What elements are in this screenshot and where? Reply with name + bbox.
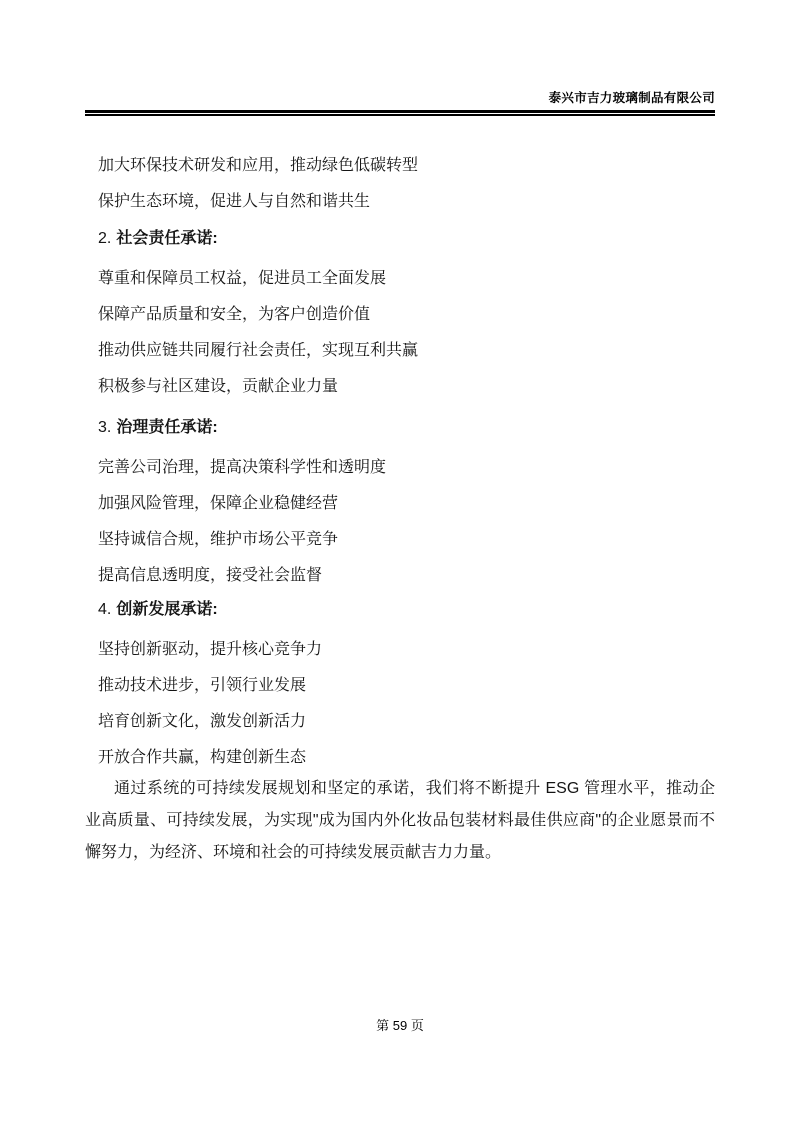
page-number: 第 59 页 xyxy=(376,1018,424,1033)
section-line: 积极参与社区建设，贡献企业力量 xyxy=(98,378,339,395)
section-line: 完善公司治理，提高决策科学性和透明度 xyxy=(98,459,387,476)
section-title: 社会责任承诺 xyxy=(116,230,213,247)
section-governance-responsibility xyxy=(98,410,800,594)
header-company-name: 泰兴市吉力玻璃制品有限公司 xyxy=(548,91,715,105)
intro-line: 保护生态环境，促进人与自然和谐共生 xyxy=(98,193,371,210)
section-line: 加强风险管理，保障企业稳健经营 xyxy=(98,495,339,512)
section-number: 4. xyxy=(98,601,112,618)
closing-paragraph: 通过系统的可持续发展规划和坚定的承诺，我们将不断提升 ESG 管理水平，推动企业高质量、可持续发展，为实现"成为国内外化妆品包装材料最佳供应商"的企业愿景而不懈努力，为经济、环境和社会的可持续发展贡献吉力力量。 xyxy=(85,780,715,861)
section-heading xyxy=(98,592,800,628)
section-line: 保障产品质量和安全，为客户创造价值 xyxy=(98,306,371,323)
page-footer xyxy=(0,1016,800,1036)
intro-line: 加大环保技术研发和应用，推动绿色低碳转型 xyxy=(98,157,419,174)
section-colon: : xyxy=(212,230,218,247)
section-line: 提高信息透明度，接受社会监督 xyxy=(98,567,323,584)
section-colon: : xyxy=(212,419,218,436)
section-line: 培育创新文化，激发创新活力 xyxy=(98,713,307,730)
section-heading xyxy=(98,221,800,257)
section-line: 坚持诚信合规，维护市场公平竞争 xyxy=(98,531,339,548)
section-colon: : xyxy=(212,601,218,618)
section-lines xyxy=(98,632,800,776)
intro-lines xyxy=(98,148,800,220)
section-line: 尊重和保障员工权益，促进员工全面发展 xyxy=(98,270,387,287)
header-rule-thin-line xyxy=(85,114,715,116)
section-social-responsibility xyxy=(98,221,800,405)
section-number: 2. xyxy=(98,230,112,247)
section-line: 开放合作共赢，构建创新生态 xyxy=(98,749,307,766)
section-title: 创新发展承诺 xyxy=(116,601,213,618)
header-rule xyxy=(85,110,715,116)
section-title: 治理责任承诺 xyxy=(116,419,213,436)
section-lines xyxy=(98,450,800,594)
section-innovation-development xyxy=(98,592,800,776)
section-line: 推动供应链共同履行社会责任，实现互利共赢 xyxy=(98,342,419,359)
header-rule-thick-line xyxy=(85,110,715,113)
section-line: 推动技术进步，引领行业发展 xyxy=(98,677,307,694)
section-number: 3. xyxy=(98,419,112,436)
section-lines xyxy=(98,261,800,405)
page-header xyxy=(85,90,715,116)
section-line: 坚持创新驱动，提升核心竞争力 xyxy=(98,641,323,658)
section-heading xyxy=(98,410,800,446)
